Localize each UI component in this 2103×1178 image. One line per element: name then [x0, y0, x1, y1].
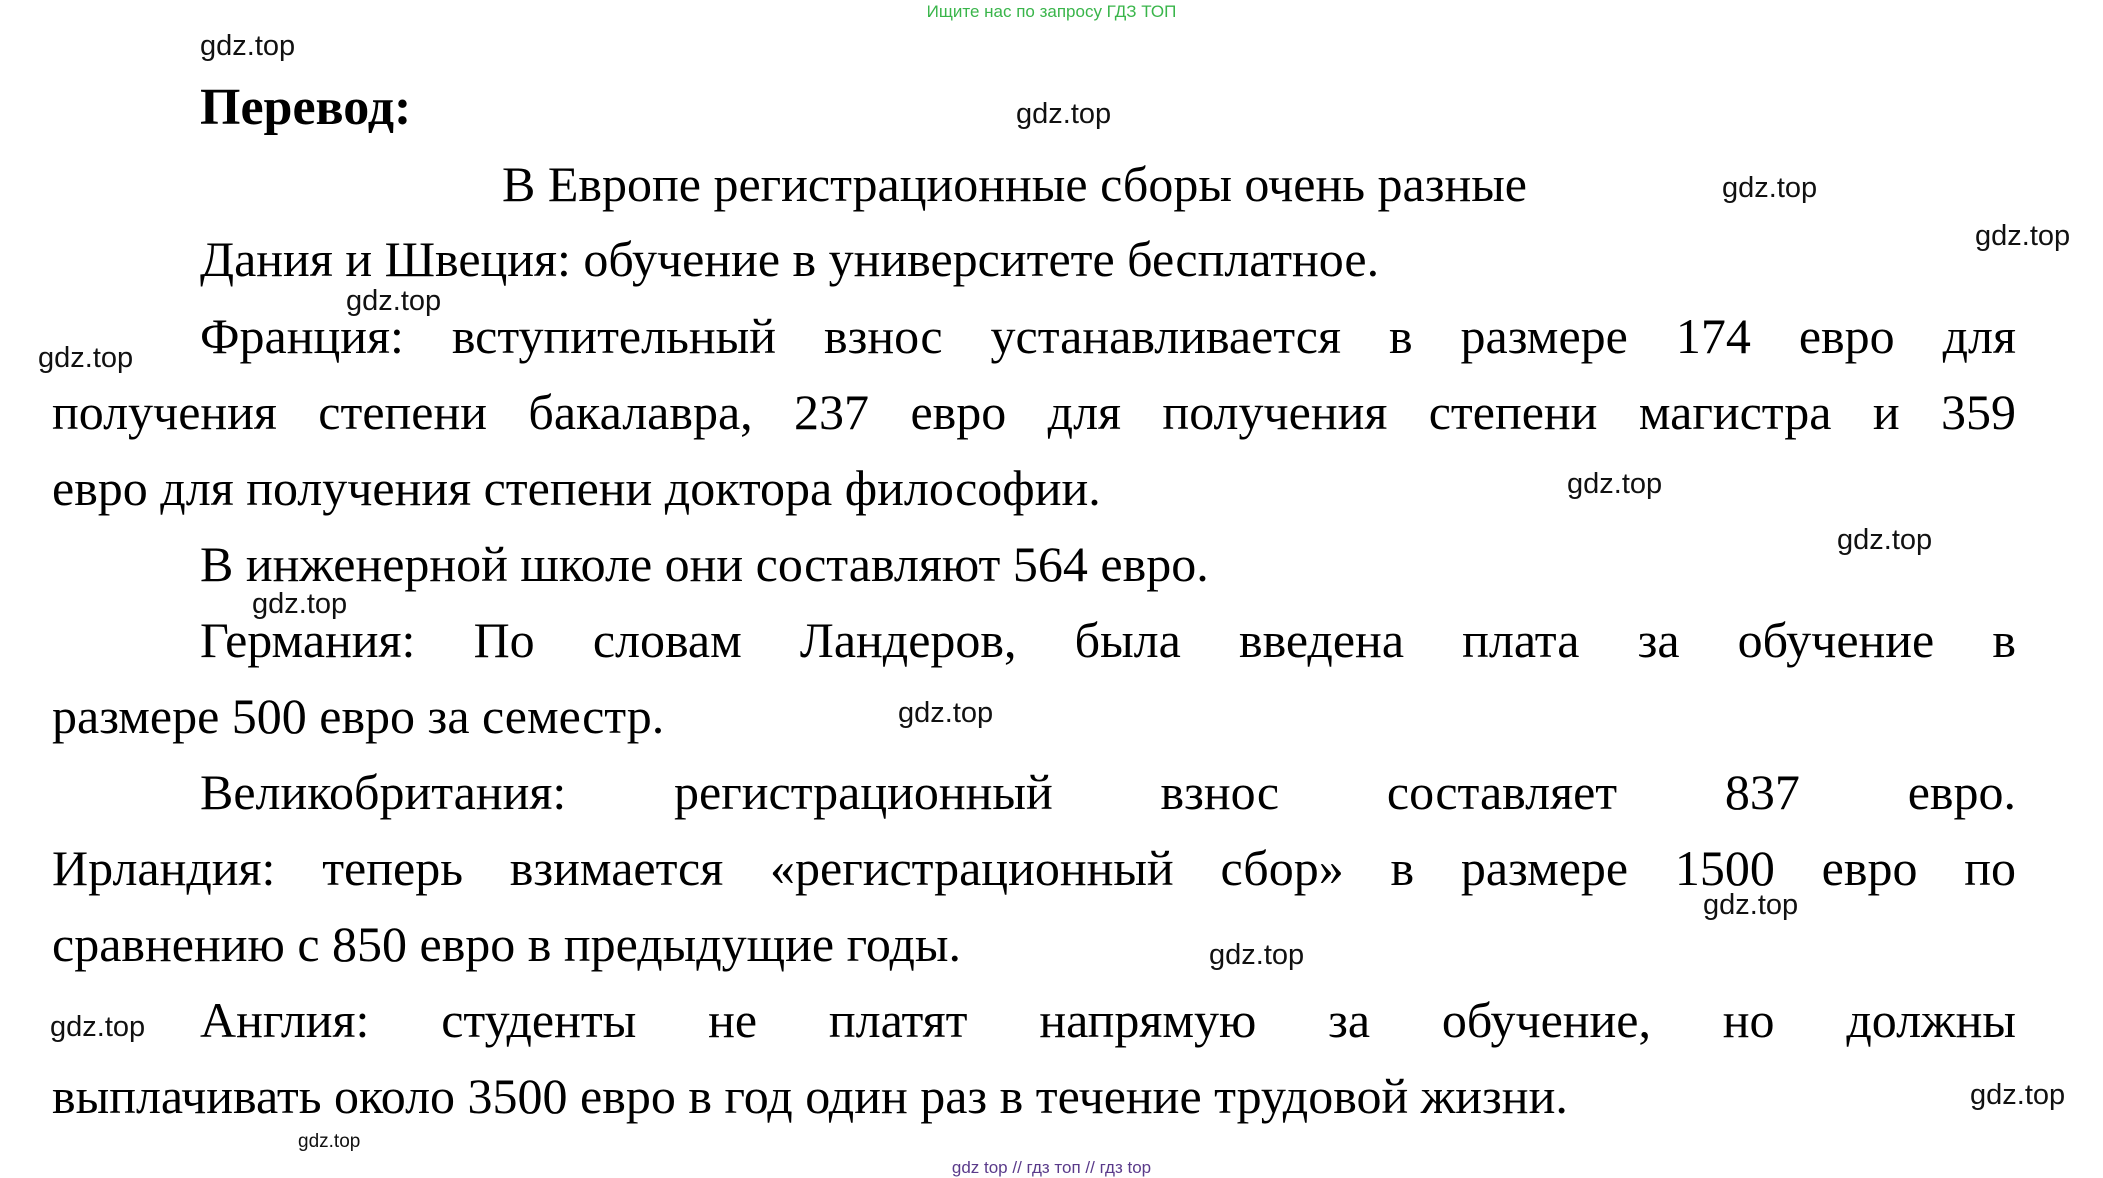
watermark: gdz.top — [50, 1011, 146, 1043]
watermark: gdz.top — [1970, 1079, 2066, 1111]
footer-link[interactable]: gdz top — [951, 1158, 1008, 1177]
watermark: gdz.top — [1703, 889, 1799, 921]
watermark: gdz.top — [1975, 220, 2071, 252]
watermark: gdz.top — [898, 697, 994, 729]
text-line-ireland-1: Ирландия: теперь взимается «регистрационный сбор» в размере 1500 евро по — [52, 840, 2016, 896]
text-line-france-3: евро для получения степени доктора философии. — [52, 460, 1101, 516]
watermark: gdz.top — [1016, 98, 1112, 130]
watermark: gdz.top — [1567, 468, 1663, 500]
watermark: gdz.top — [38, 342, 134, 374]
subtitle: В Европе регистрационные сборы очень разные — [502, 156, 1527, 212]
text-line-germany-2: размере 500 евро за семестр. — [52, 688, 665, 744]
footer-link[interactable]: гдз top — [1099, 1158, 1152, 1177]
text-line-germany-1: Германия: По словам Ландеров, была введена плата за обучение в — [200, 612, 2016, 668]
watermark: gdz.top — [298, 1131, 361, 1152]
watermark: gdz.top — [252, 588, 348, 620]
text-line-engineering: В инженерной школе они составляют 564 евро. — [200, 536, 1209, 592]
watermark: gdz.top — [1837, 524, 1933, 556]
watermark: gdz.top — [346, 285, 442, 317]
footer-links — [0, 1158, 2103, 1178]
text-line-denmark: Дания и Швеция: обучение в университете бесплатное. — [200, 231, 1380, 287]
text-line-ireland-2: сравнению с 850 евро в предыдущие годы. — [52, 916, 961, 972]
footer-separator: // — [1085, 1158, 1095, 1177]
text-line-uk: Великобритания: регистрационный взнос составляет 837 евро. — [200, 764, 2016, 820]
page-heading: Перевод: — [200, 79, 412, 136]
text-line-england-1: Англия: студенты не платят напрямую за обучение, но должны — [200, 992, 2016, 1048]
text-line-france-2: получения степени бакалавра, 237 евро для получения степени магистра и 359 — [52, 384, 2016, 440]
footer-link[interactable]: гдз топ — [1026, 1158, 1081, 1177]
footer-separator: // — [1012, 1158, 1022, 1177]
watermark: gdz.top — [1209, 939, 1305, 971]
text-line-france-1: Франция: вступительный взнос устанавливается в размере 174 евро для — [200, 308, 2016, 364]
watermark: gdz.top — [1722, 172, 1818, 204]
text-line-england-2: выплачивать около 3500 евро в год один раз в течение трудовой жизни. — [52, 1068, 1568, 1124]
watermark: gdz.top — [200, 30, 296, 62]
top-search-note: Ищите нас по запросу ГДЗ ТОП — [926, 2, 1177, 21]
